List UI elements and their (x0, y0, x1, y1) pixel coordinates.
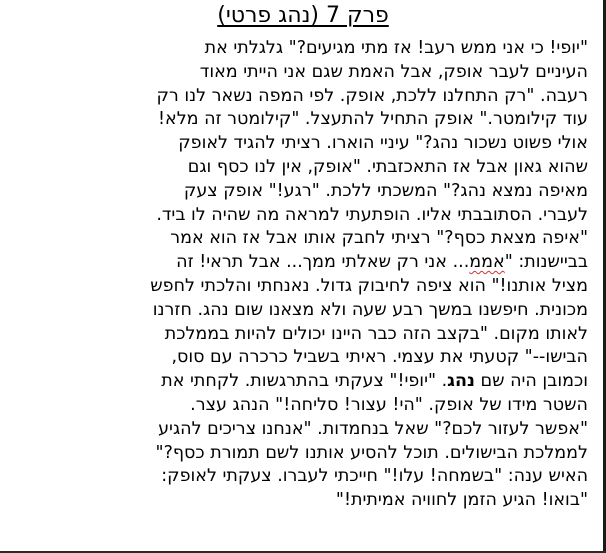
text-line: לאותו מקום. "בקצב הזה כבר היינו יכולים להיות בממלכת (164, 323, 588, 344)
text-segment: ... אני רק שאלתי ממך... אבל תראי! זה (176, 252, 470, 273)
text-segment: בביישנות: " (504, 252, 588, 273)
chapter-title-text: פרק 7 (נהג פרטי) (217, 3, 389, 28)
text-line (60, 227, 588, 251)
text-line: שהוא גאון אבל אז התאכזבתי. "אופק, אין לנו כסף וגם (187, 156, 588, 177)
text-segment: "איפה מצאת כסף?" רציתי לחבק אותו אבל אז הוא אמר (170, 228, 588, 249)
text-segment: וכמובן היה שם (474, 371, 588, 392)
bold-word: נהג (447, 371, 475, 392)
text-line: לממלכת הבישולים. תוכל להסיע אותנו לשם תמורת כסף?" (155, 442, 588, 463)
text-line: "אפשר לעזור לכם?" שאל בנחמדות. "אנחנו צריכים להגיע (158, 418, 588, 439)
text-line: מאיפה נמצא נהג?" המשכתי ללכת. "רגע!" אופק צעק (183, 180, 588, 201)
text-line (60, 370, 588, 394)
text-line (60, 251, 588, 275)
text-line: עוד קילומטר." אופק התחיל להתעצל. "קילומטר זה מלא! (158, 109, 588, 130)
text-line: הבישו--" קטעתי את עצמי. ראיתי בשביל כרכרה עם סוס, (171, 347, 588, 368)
text-line: אולי פשוט נשכור נהג?" עיניי הוארו. רציתי להגיד לאופק (178, 133, 588, 154)
text-segment: . "יופי!" צעקתי בהתרגשות. לקחתי את (161, 371, 448, 392)
text-line: רעבה. "רק התחלנו ללכת, אופק. לפי המפה נשאר לנו רק (156, 85, 588, 106)
text-line: "בואו! הגיע הזמן לחוויה אמיתית!" (335, 490, 588, 511)
chapter-title (0, 0, 606, 32)
text-line: השטר מידו של אופק. "הי! עצור! סליחה!" הנהג עצר. (190, 394, 588, 415)
body-text (60, 37, 588, 513)
text-line: מציל אותנו!" הוא ציפה לחיבוק גדול. נאנחתי והלכתי לחפש (150, 275, 588, 296)
spellcheck-marked-word[interactable]: אממ (469, 252, 505, 273)
text-line: העיניים לעבר אופק, אבל האמת שגם אני הייתי מאוד (199, 61, 588, 82)
text-line: האיש ענה: "בשמחה! עלו!" חייכתי לעברו. צעקתי לאופק: (161, 466, 588, 487)
text-line: לעברי. הסתובבתי אליו. הופתעתי למראה מה שהיה לו ביד. (156, 204, 588, 225)
text-line: מכונית. חיפשנו במשך רבע שעה ולא מצאנו שום נהג. חזרנו (152, 299, 588, 320)
text-line: "יופי! כי אני ממש רעב! אז מתי מגיעים?" גלגלתי את (204, 38, 588, 58)
